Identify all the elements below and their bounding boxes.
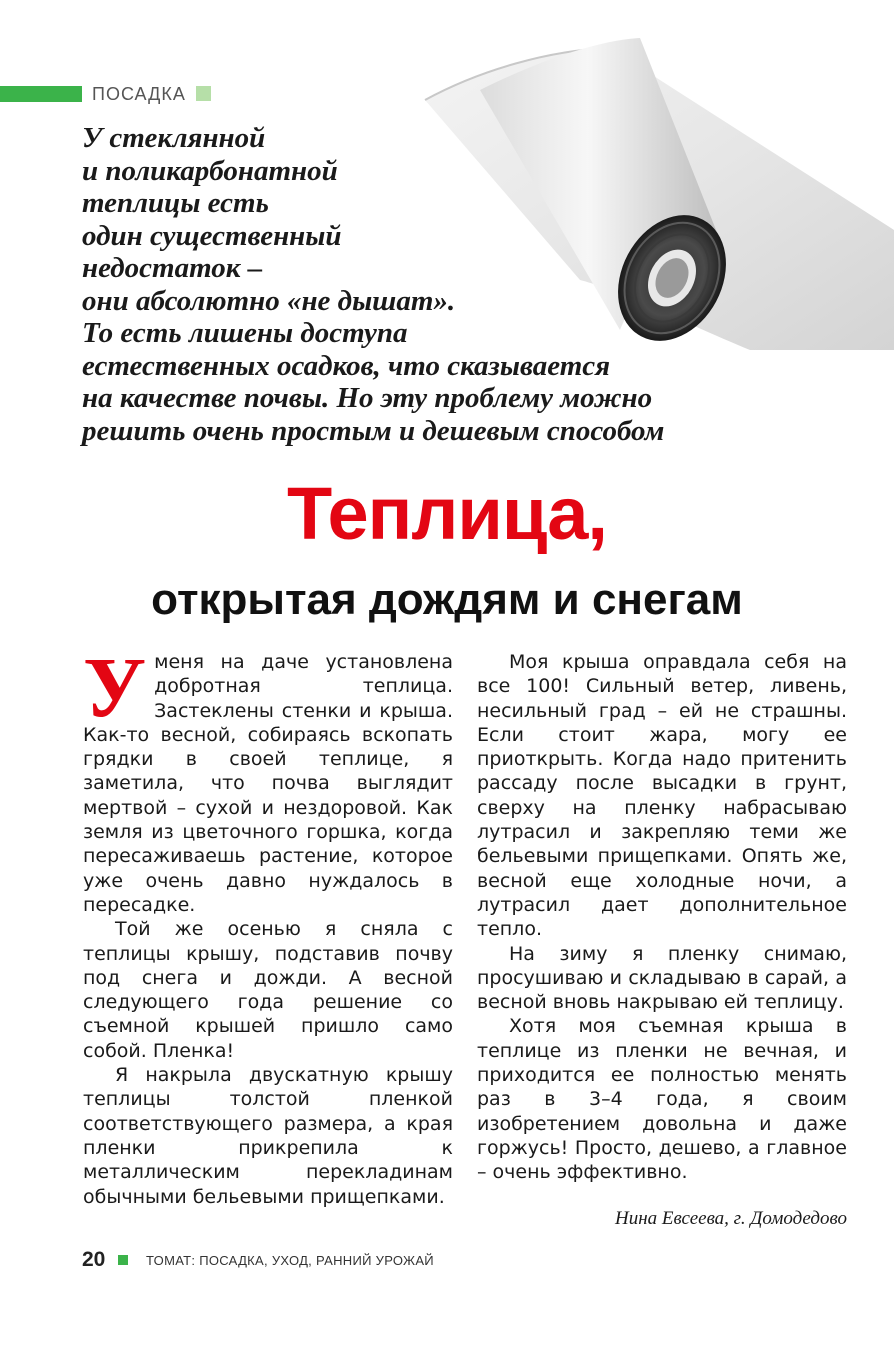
lead-line: один существенный xyxy=(82,219,342,252)
article-author: Нина Евсеева, г. Домодедово xyxy=(615,1208,847,1229)
article-column-right xyxy=(477,650,847,1185)
footer-running-title: ТОМАТ: ПОСАДКА, УХОД, РАННИЙ УРОЖАЙ xyxy=(146,1253,434,1268)
article-paragraph xyxy=(83,639,453,917)
section-bar xyxy=(0,86,82,102)
article-title: Теплица, xyxy=(287,472,607,555)
section-label: ПОСАДКА xyxy=(92,84,186,104)
article-paragraph: На зиму я пленку снимаю, просушиваю и складываю в сарай, а весной вновь накрываю ей теплицу. xyxy=(477,942,847,1014)
lead-line: и поликарбонатной xyxy=(82,154,338,187)
article-column-left xyxy=(83,639,453,1209)
page-number: 20 xyxy=(82,1248,106,1271)
lead-paragraph xyxy=(82,122,802,447)
lead-line: недостаток – xyxy=(82,252,263,284)
paragraph-text: меня на даче установлена добротная теплица. Застеклены стенки и крыша. Как-то весной, собираясь вскопать грядки в своей теплице, я заметила, что почва выглядит мертвой – сухой и нездоровой. Как земля из цветочного горшка, когда пересаживаешь растение, которое уже очень давно нуждалось в пересадке. xyxy=(83,651,453,916)
lead-line: решить очень простым и дешевым способом xyxy=(82,414,665,447)
article-paragraph: Моя крыша оправдала себя на все 100! Сильный ветер, ливень, несильный град – ей не страшны. Если стоит жара, могу ее приоткрыть. Когда надо притенить рассаду после высадки в грунт, сверху на пленку набрасываю лутрасил и закрепляю теми же бельевыми прищепками. Опять же, весной еще холодные ночи, а лутрасил дает дополнительное тепло. xyxy=(477,651,847,941)
article-paragraph: Той же осенью я сняла с теплицы крышу, подставив почву под снега и дожди. А весной следующего года решение со съемной крышей пришло само собой. Пленка! xyxy=(83,918,453,1062)
footer-square xyxy=(118,1255,128,1265)
section-square xyxy=(196,86,211,101)
article-paragraph: Я накрыла двускатную крышу теплицы толстой пленкой соответствующего размера, а края пленки прикрепила к металлическим перекладинам обычными бельевыми прищепками. xyxy=(83,1064,453,1208)
article-paragraph: Хотя моя съемная крыша в теплице из пленки не вечная, и приходится ее полностью менять раз в 3–4 года, я своим изобретением довольна и даже горжусь! Просто, дешево, а главное – очень эффективно. xyxy=(477,1015,847,1184)
lead-line: У стеклянной xyxy=(82,122,266,154)
article-subtitle: открытая дождям и снегам xyxy=(151,575,743,624)
lead-line: естественных осадков, что сказывается xyxy=(82,349,611,382)
lead-line: То есть лишены доступа xyxy=(82,317,408,349)
lead-line: они абсолютно «не дышат». xyxy=(82,284,456,317)
lead-line: на качестве почвы. Но эту проблему можно xyxy=(82,382,653,414)
lead-line: теплицы есть xyxy=(82,187,269,219)
drop-cap: У xyxy=(83,639,147,735)
